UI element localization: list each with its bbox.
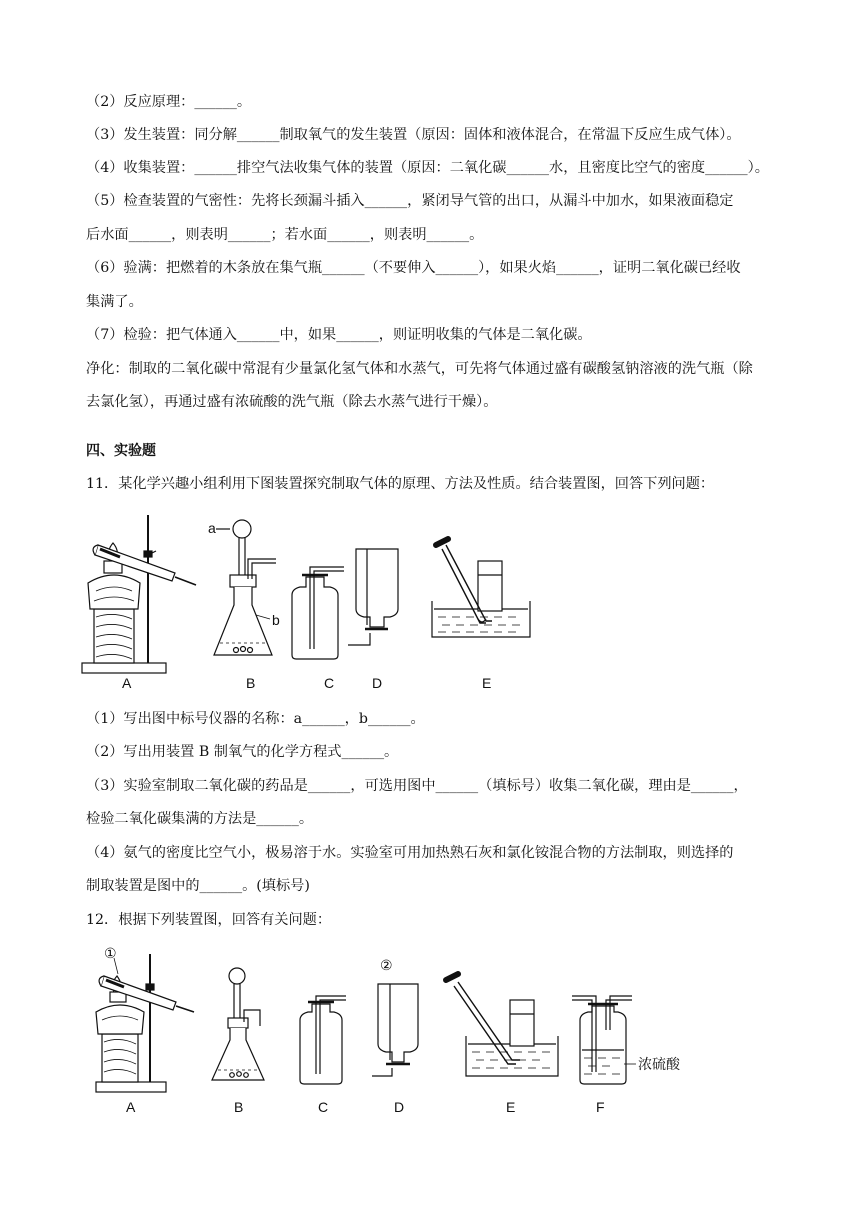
question-11-stem: 11．某化学兴趣小组利用下图装置探究制取气体的原理、方法及性质。结合装置图，回答下列问题： [86,476,715,492]
item-3-generator: （3）发生装置：同分解______制取氧气的发生装置（原因：固体和液体混合，在常温下反应生成气体）。 [86,127,741,143]
q12-apparatus-b [212,968,264,1080]
purification-paragraph: 净化：制取的二氧化碳中常混有少量氯化氢气体和水蒸气，可先将气体通过盛有碳酸氢钠溶液的洗气瓶（除 [86,361,753,377]
purification-paragraph-cont: 去氯化氢），再通过盛有浓硫酸的洗气瓶（除去水蒸气进行干燥）。 [86,394,498,410]
q12-apparatus-d [372,984,418,1076]
q11-apparatus-a [82,515,196,673]
q12-f-label: 浓硫酸 [638,1056,680,1072]
q12-apparatus-c [300,996,346,1084]
q11-mark-a: a [208,520,216,536]
q12-label-d: D [394,1099,405,1115]
q11-mark-b: b [272,612,280,628]
question-11-sub-3-cont: 检验二氧化碳集满的方法是______。 [86,811,314,827]
q12-label-a: A [126,1099,136,1115]
q12-apparatus-figure [80,940,720,1120]
q12-label-e: E [506,1099,516,1115]
question-11-sub-4: （4）氨气的密度比空气小，极易溶于水。实验室可用加热熟石灰和氯化铵混合物的方法制取，则选择的 [86,845,734,861]
q12-apparatus-a [96,954,194,1092]
question-11-sub-4-cont: 制取装置是图中的______。(填标号) [86,878,310,894]
q12-label-b: B [234,1099,244,1115]
item-6-full-check: （6）验满：把燃着的木条放在集气瓶______（不要伸入______），如果火焰______，证明二氧化碳已经收 [86,260,741,276]
question-11-sub-3: （3）实验室制取二氧化碳的药品是______，可选用图中______（填标号）收集二氧化碳，理由是______， [86,778,748,794]
q12-apparatus-f [572,996,636,1084]
q12-apparatus-e [446,974,558,1076]
item-2-reaction-principle: （2）反应原理：______。 [86,94,252,110]
q11-label-b: B [246,675,256,691]
item-4-collector: （4）收集装置：______排空气法收集气体的装置（原因：二氧化碳______水，且密度比空气的密度______）。 [86,160,769,176]
q11-label-a: A [122,675,132,691]
q12-mark-2: ② [380,957,393,973]
item-5-airtightness-cont: 后水面______，则表明______；若水面______，则表明______。 [86,227,484,243]
q12-mark-1: ① [104,945,117,961]
q12-label-c: C [318,1099,329,1115]
item-7-test: （7）检验：把气体通入______中，如果______，则证明收集的气体是二氧化碳。 [86,327,592,343]
q11-label-c: C [324,675,335,691]
question-11-sub-1: （1）写出图中标号仪器的名称：a______，b______。 [86,711,425,727]
q11-label-e: E [482,675,492,691]
q11-apparatus-c [292,567,344,659]
question-12-stem: 12．根据下列装置图，回答有关问题： [86,912,332,928]
section-heading: 四、实验题 [86,443,156,459]
q11-apparatus-e [432,539,530,637]
q11-label-d: D [372,675,383,691]
q12-label-f: F [596,1099,605,1115]
q11-apparatus-d [348,549,398,645]
q11-apparatus-b [214,520,276,655]
question-11-sub-2: （2）写出用装置 B 制氧气的化学方程式______。 [86,744,399,760]
item-6-full-check-cont: 集满了。 [86,294,143,310]
item-5-airtightness: （5）检查装置的气密性：先将长颈漏斗插入______，紧闭导气管的出口，从漏斗中加水，如果液面稳定 [86,193,734,209]
q11-apparatus-figure [80,505,540,700]
